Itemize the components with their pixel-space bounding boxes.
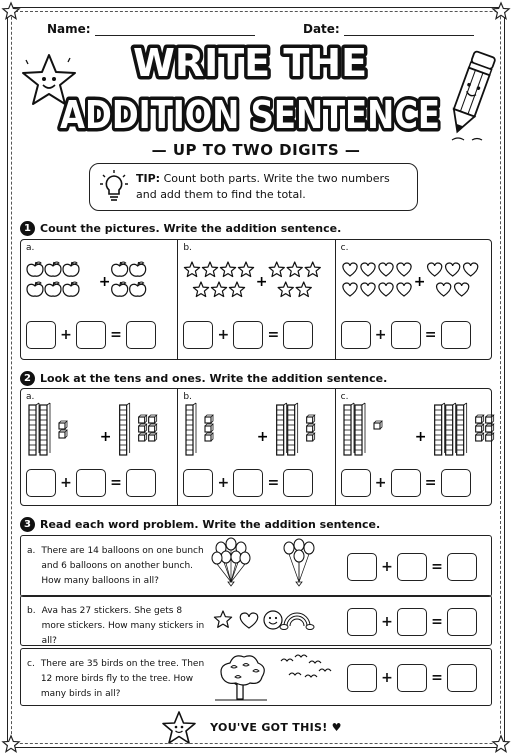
- apple-icon: [130, 262, 146, 276]
- problem-label: b.: [183, 392, 192, 402]
- base-ten-problem-2: [178, 389, 335, 505]
- plus-sign: +: [217, 327, 230, 343]
- picture-problem-1: [21, 240, 178, 359]
- heart-icon: [343, 263, 357, 276]
- equals-sign: =: [431, 670, 443, 686]
- problem-text: Ava has 27 stickers. She gets 8 more stickers. How many stickers in all?: [41, 606, 205, 646]
- corner-star-icon: [2, 735, 20, 753]
- equals-sign: =: [431, 559, 443, 575]
- base-ten-problem-3-addition-sentence: [341, 469, 471, 497]
- equals-sign: =: [424, 327, 437, 343]
- balloons-icon: [211, 536, 341, 598]
- word-problem-text: [27, 657, 207, 702]
- one-cube-icon: [59, 421, 67, 429]
- apple-icon: [130, 282, 146, 296]
- heart-icon: [397, 263, 411, 276]
- word-problem-3: [20, 648, 492, 706]
- section-1-panel: [20, 239, 492, 360]
- addend-1-box[interactable]: [26, 469, 56, 497]
- ten-rod-icon: [186, 403, 196, 455]
- heart-icon: [361, 283, 375, 296]
- one-cube-icon: [149, 415, 157, 423]
- birds-tree-icon: [211, 649, 341, 707]
- ten-rod-icon: [445, 403, 455, 455]
- section-3-title: [20, 517, 380, 532]
- sum-box[interactable]: [126, 321, 156, 349]
- star-icon: [214, 611, 231, 627]
- name-line[interactable]: [95, 24, 255, 36]
- heart-icon: [427, 263, 441, 276]
- ten-rod-icon: [288, 403, 298, 455]
- tree-with-birds-icon: [215, 656, 267, 700]
- plus-sign: +: [60, 327, 72, 343]
- tip-label: TIP:: [136, 172, 161, 185]
- plus-sign: +: [413, 274, 426, 290]
- sum-box[interactable]: [441, 469, 471, 497]
- one-cube-icon: [307, 433, 315, 441]
- picture-problem-1-addition-sentence: [26, 321, 156, 349]
- addend-1-box[interactable]: [26, 321, 56, 349]
- addend-2-box[interactable]: [397, 608, 427, 636]
- star-icon: [278, 282, 293, 297]
- apple-icon: [63, 282, 79, 296]
- section-3-instruction: Read each word problem. Write the addition sentence.: [40, 518, 381, 531]
- base-ten-problem-2-addition-sentence: [183, 469, 313, 497]
- star-icon: [230, 282, 245, 297]
- balloon-bunch-icon: [284, 539, 314, 586]
- sum-box[interactable]: [447, 553, 477, 581]
- plus-sign: +: [381, 613, 393, 630]
- problem-label: a.: [27, 546, 36, 556]
- word-problem-3-addition-sentence: [347, 664, 477, 692]
- plus-sign: +: [256, 274, 268, 290]
- picture-group: [21, 254, 178, 314]
- ten-rod-icon: [40, 403, 50, 455]
- addend-2-box[interactable]: [397, 553, 427, 581]
- star-icon: [185, 262, 200, 277]
- word-problem-2-addition-sentence: [347, 608, 477, 636]
- smiley-sticker-icon: [264, 611, 282, 629]
- problem-label: b.: [27, 606, 36, 616]
- one-cube-icon: [205, 415, 213, 423]
- sum-box[interactable]: [447, 664, 477, 692]
- ten-rod-icon: [277, 403, 287, 455]
- picture-problem-2-addition-sentence: [183, 321, 313, 349]
- addend-1-box[interactable]: [347, 608, 377, 636]
- base-ten-problem-3: [336, 389, 493, 505]
- one-cube-icon: [485, 415, 493, 423]
- one-cube-icon: [485, 433, 493, 441]
- one-cube-icon: [485, 424, 493, 432]
- one-cube-icon: [149, 424, 157, 432]
- star-icon: [221, 262, 236, 277]
- equals-sign: =: [110, 327, 122, 343]
- equals-sign: =: [267, 475, 280, 491]
- one-cube-icon: [374, 421, 382, 429]
- heart-icon: [379, 263, 393, 276]
- heart-icon: [445, 263, 459, 276]
- addend-2-box[interactable]: [391, 321, 421, 349]
- apple-icon: [45, 262, 61, 276]
- addend-1-box[interactable]: [183, 469, 213, 497]
- heart-icon: [361, 263, 375, 276]
- date-label: Date:: [303, 22, 340, 36]
- addend-2-box[interactable]: [397, 664, 427, 692]
- word-problem-1-addition-sentence: [347, 553, 477, 581]
- star-icon: [287, 262, 302, 277]
- rainbow-sticker-icon: [280, 613, 314, 630]
- heart-sticker-icon: [240, 613, 258, 628]
- plus-sign: +: [217, 475, 230, 491]
- one-cube-icon: [139, 415, 147, 423]
- plus-sign: +: [381, 559, 393, 575]
- one-cube-icon: [205, 424, 213, 432]
- apple-icon: [112, 262, 128, 276]
- plus-sign: +: [60, 475, 72, 491]
- title-line-2: ADDITION SENTENCE: [60, 93, 440, 137]
- plus-sign: +: [99, 429, 112, 445]
- ten-rod-icon: [434, 403, 444, 455]
- ten-rod-icon: [120, 403, 130, 455]
- problem-label: a.: [26, 243, 35, 253]
- lightbulb-icon: [100, 170, 128, 206]
- plus-sign: +: [374, 475, 387, 491]
- addend-1-box[interactable]: [183, 321, 213, 349]
- heart-icon: [397, 283, 411, 296]
- equals-sign: =: [110, 475, 122, 491]
- name-field[interactable]: [47, 22, 255, 36]
- section-1-instruction: Count the pictures. Write the addition sentence.: [40, 222, 342, 235]
- base-ten-blocks: [178, 393, 335, 463]
- star-icon: [212, 282, 227, 297]
- section-2-panel: [20, 388, 492, 506]
- ten-rod-icon: [355, 403, 365, 455]
- base-ten-problem-1: [21, 389, 178, 505]
- picture-group: [178, 254, 335, 314]
- plus-sign: +: [98, 274, 111, 290]
- base-ten-blocks: [336, 393, 493, 463]
- addend-1-box[interactable]: [347, 553, 377, 581]
- word-problem-text: [27, 544, 207, 589]
- apple-icon: [112, 282, 128, 296]
- worksheet-title: [40, 36, 460, 136]
- problem-label: c.: [340, 392, 349, 402]
- problem-text: There are 14 balloons on one bunch and 6 balloons on another bunch. How many balloons in all?: [41, 546, 204, 586]
- tip-box: [89, 163, 418, 211]
- encouragement-text: YOU'VE GOT THIS! ♥: [210, 721, 342, 734]
- one-cube-icon: [475, 433, 483, 441]
- apple-icon: [27, 282, 43, 296]
- base-ten-blocks: [21, 393, 178, 463]
- sum-box[interactable]: [126, 469, 156, 497]
- addend-1-box[interactable]: [341, 469, 371, 497]
- star-icon: [296, 282, 311, 297]
- addend-1-box[interactable]: [341, 321, 371, 349]
- heart-icon: [436, 283, 450, 296]
- problem-label: c.: [340, 243, 349, 253]
- plus-sign: +: [381, 670, 393, 686]
- apple-icon: [45, 282, 61, 296]
- addend-2-box[interactable]: [391, 469, 421, 497]
- section-3-number: 3: [20, 517, 35, 532]
- one-cube-icon: [475, 424, 483, 432]
- problem-label: a.: [26, 392, 35, 402]
- sum-box[interactable]: [447, 608, 477, 636]
- picture-problem-3-addition-sentence: [341, 321, 471, 349]
- heart-icon: [379, 283, 393, 296]
- ten-rod-icon: [29, 403, 39, 455]
- star-icon: [194, 282, 209, 297]
- sum-box[interactable]: [441, 321, 471, 349]
- balloon-bunch-icon: [212, 538, 250, 586]
- plus-sign: +: [374, 327, 387, 343]
- star-icon: [305, 262, 320, 277]
- addend-2-box[interactable]: [76, 469, 106, 497]
- flying-birds-icon: [281, 655, 331, 677]
- one-cube-icon: [149, 433, 157, 441]
- title-line-1: WRITE THE: [132, 41, 368, 85]
- picture-problem-2: [178, 240, 335, 359]
- section-1-title: [20, 221, 341, 236]
- date-line[interactable]: [344, 24, 474, 36]
- date-field[interactable]: [303, 22, 474, 36]
- one-cube-icon: [205, 433, 213, 441]
- word-problem-text: [27, 604, 207, 649]
- plus-sign: +: [414, 429, 427, 445]
- ten-rod-icon: [456, 403, 466, 455]
- section-1-number: 1: [20, 221, 35, 236]
- one-cube-icon: [139, 424, 147, 432]
- corner-star-icon: [492, 735, 510, 753]
- addend-2-box[interactable]: [233, 469, 263, 497]
- heart-icon: [343, 283, 357, 296]
- equals-sign: =: [267, 327, 280, 343]
- stickers-icon: [211, 596, 341, 647]
- picture-group: [336, 254, 493, 314]
- section-2-instruction: Look at the tens and ones. Write the addition sentence.: [40, 372, 388, 385]
- one-cube-icon: [307, 424, 315, 432]
- apple-icon: [27, 262, 43, 276]
- corner-star-icon: [492, 2, 510, 20]
- one-cube-icon: [139, 433, 147, 441]
- name-label: Name:: [47, 22, 91, 36]
- heart-icon: [454, 283, 468, 296]
- problem-label: c.: [27, 659, 35, 669]
- sum-box[interactable]: [283, 469, 313, 497]
- addend-2-box[interactable]: [76, 321, 106, 349]
- equals-sign: =: [431, 613, 443, 630]
- corner-star-icon: [2, 2, 20, 20]
- star-icon: [203, 262, 218, 277]
- tip-text: Count both parts. Write the two numbers and add them to find the total.: [136, 172, 390, 201]
- problem-label: b.: [183, 243, 192, 253]
- subtitle: — UP TO TWO DIGITS —: [151, 141, 361, 159]
- word-problem-1: [20, 535, 492, 597]
- one-cube-icon: [475, 415, 483, 423]
- plus-sign: +: [257, 429, 269, 445]
- problem-text: There are 35 birds on the tree. Then 12 more birds fly to the tree. How many birds in all?: [40, 659, 205, 699]
- addend-1-box[interactable]: [347, 664, 377, 692]
- word-problem-2: [20, 595, 492, 646]
- star-icon: [239, 262, 254, 277]
- heart-icon: [463, 263, 477, 276]
- star-icon: [269, 262, 284, 277]
- picture-problem-3: [336, 240, 493, 359]
- section-2-number: 2: [20, 371, 35, 386]
- equals-sign: =: [424, 475, 437, 491]
- addend-2-box[interactable]: [233, 321, 263, 349]
- one-cube-icon: [59, 430, 67, 438]
- ten-rod-icon: [344, 403, 354, 455]
- one-cube-icon: [307, 415, 315, 423]
- apple-icon: [63, 262, 79, 276]
- sum-box[interactable]: [283, 321, 313, 349]
- section-2-title: [20, 371, 387, 386]
- base-ten-problem-1-addition-sentence: [26, 469, 156, 497]
